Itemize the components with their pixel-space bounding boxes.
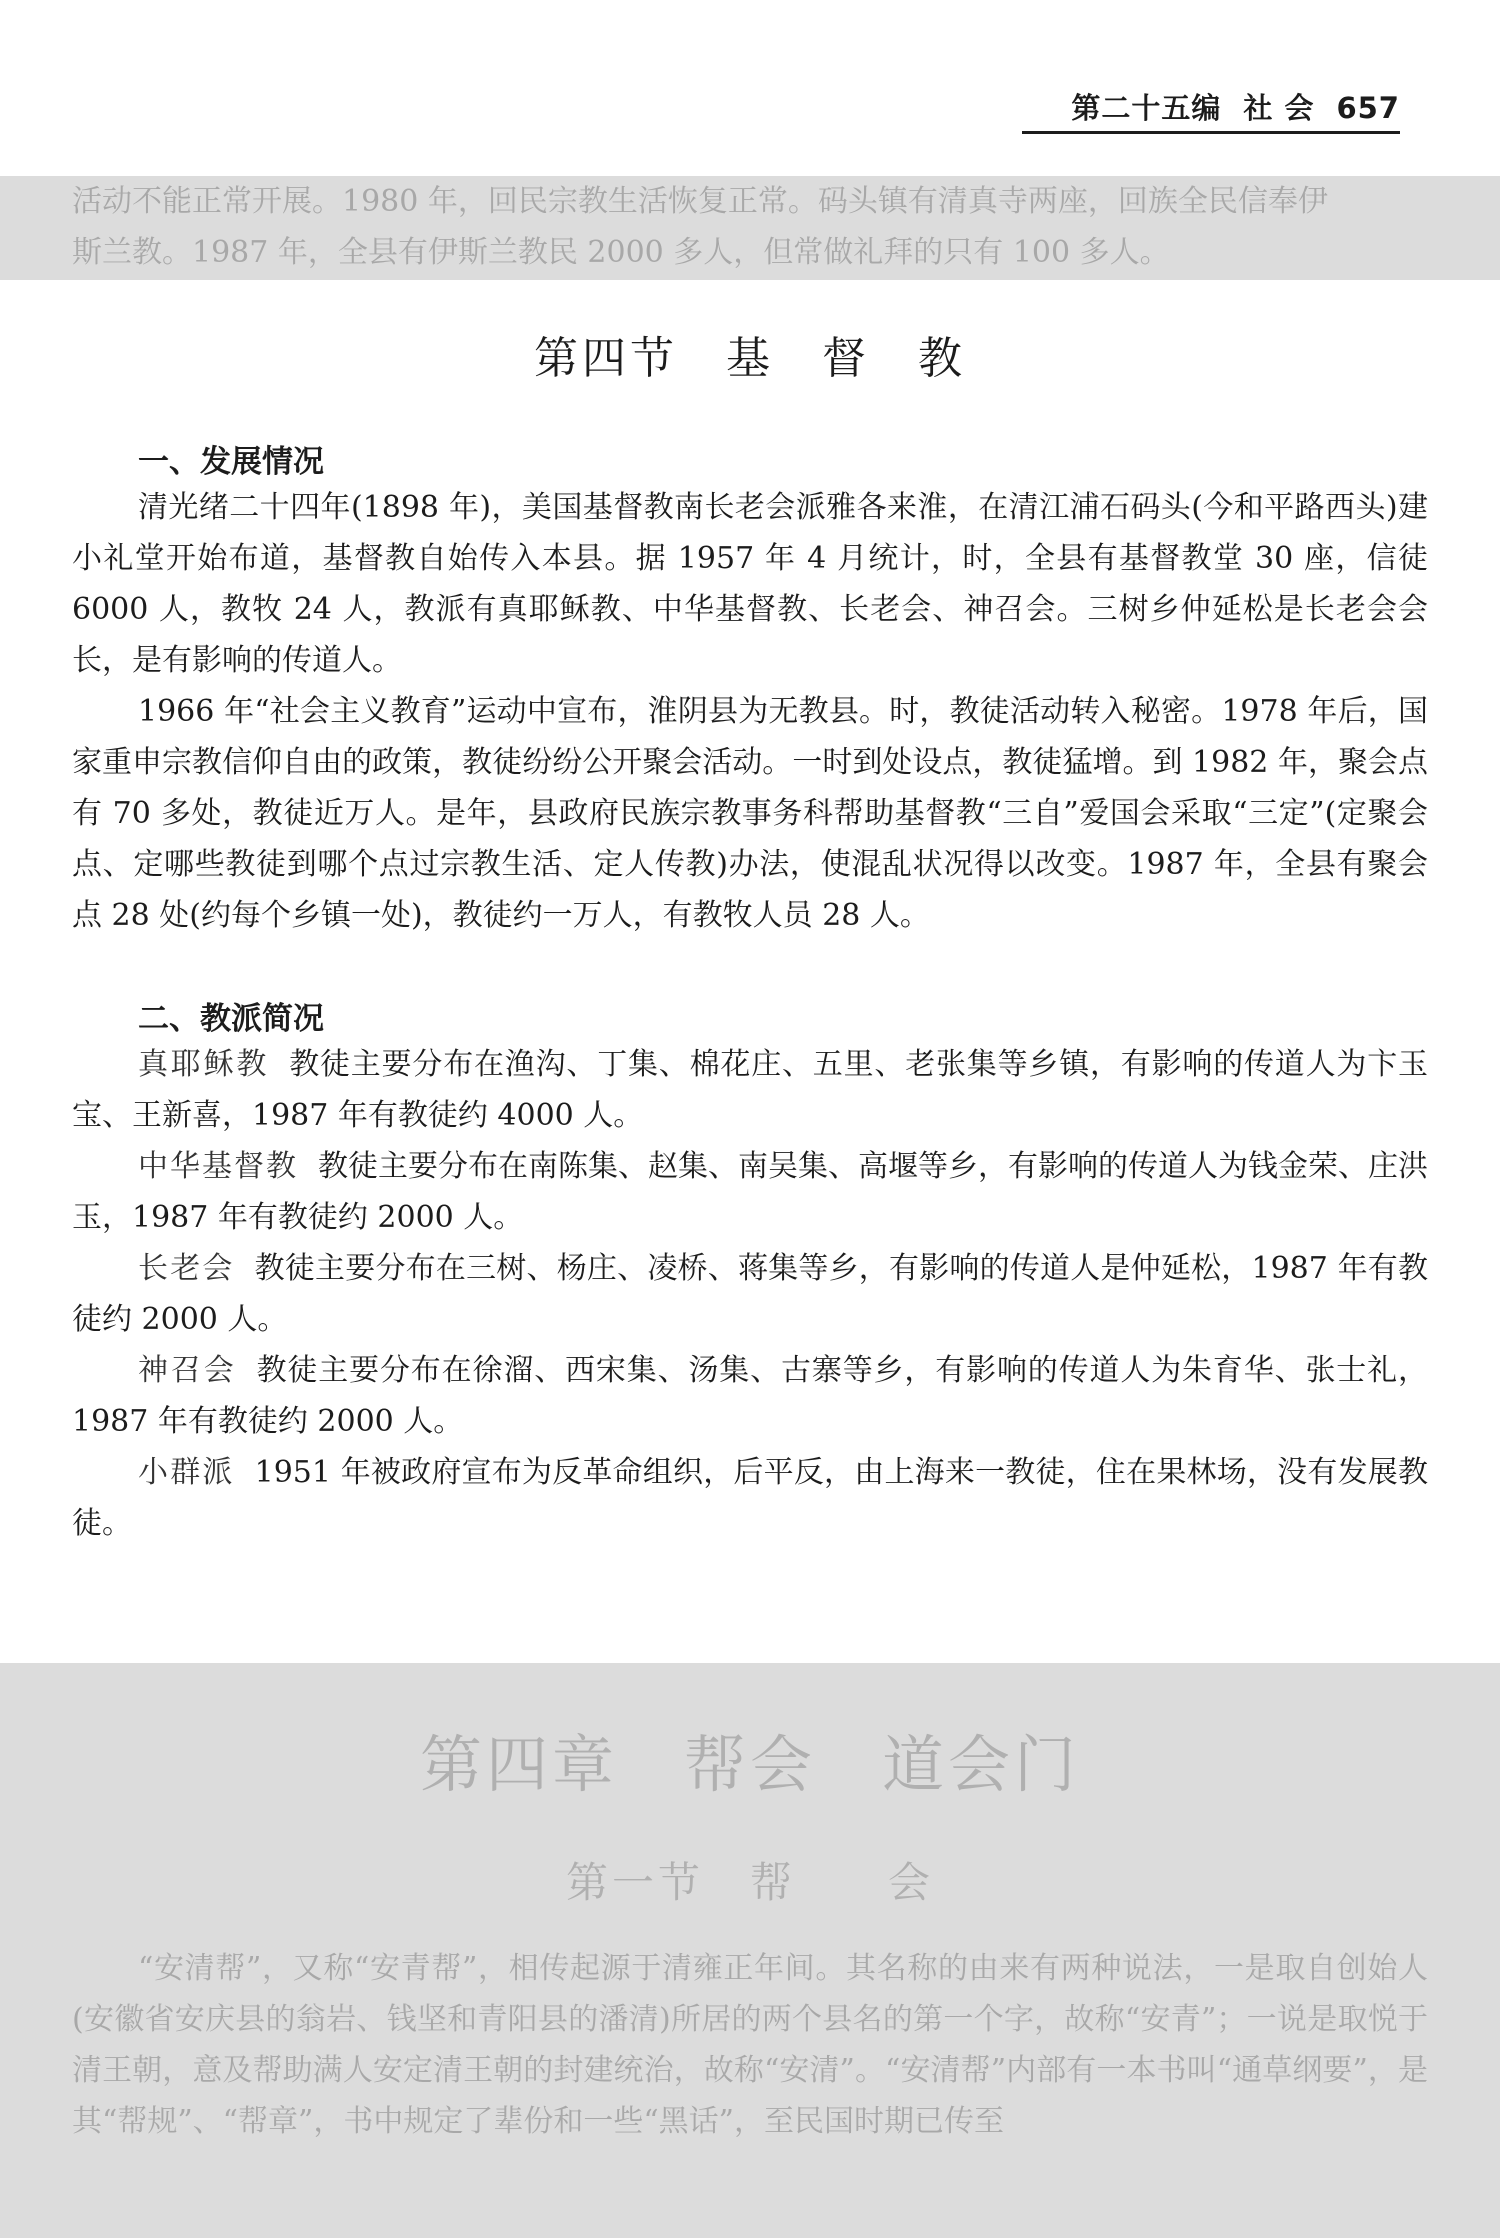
paragraph-history: 清光绪二十四年(1898 年)，美国基督教南长老会派雅各来淮，在清江浦石码头(今和平路西头)建小礼堂开始布道，基督教自始传入本县。据 1957 年 4 月统计，时，全县有基督教堂 30 座，信徒 6000 人，教牧 24 人，教派有真耶稣教、中华基督教、长老会、神召会。三树乡仲延松是长老会会长，是有影响的传道人。 [72, 490, 1428, 678]
denomination-item [72, 1345, 1428, 1447]
heading-denominations: 二、教派简况 [138, 1001, 324, 1037]
faded-paragraph: “安清帮”，又称“安青帮”，相传起源于清雍正年间。其名称的由来有两种说法，一是取自创始人(安徽省安庆县的翁岩、钱坚和青阳县的潘清)所居的两个县名的第一个字，故称“安青”；一说是取悦于清王朝，意及帮助满人安定清王朝的封建统治，故称“安清”。“安清帮”内部有一本书叫“通草纲要”，是其“帮规”、“帮章”，书中规定了辈份和一些“黑话”，至民国时期已传至 [72, 1951, 1428, 2139]
denomination-item [72, 1141, 1428, 1243]
denomination-item [72, 1447, 1428, 1549]
denomination-desc: 教徒主要分布在三树、杨庄、凌桥、蒋集等乡，有影响的传道人是仲延松，1987 年有教徒约 2000 人。 [72, 1251, 1428, 1337]
subsection-title: 第一节 帮 会 [565, 1858, 934, 1907]
page-number: 657 [1336, 91, 1400, 125]
denomination-item [72, 1039, 1428, 1141]
denomination-name: 中华基督教 [138, 1149, 298, 1184]
denomination-desc: 教徒主要分布在徐溜、西宋集、汤集、古寨等乡，有影响的传道人为朱育华、张士礼，1987 年有教徒约 2000 人。 [72, 1353, 1429, 1439]
running-header [1022, 86, 1400, 134]
denomination-desc: 教徒主要分布在南陈集、赵集、南吴集、高堰等乡，有影响的传道人为钱金荣、庄洪玉，1987 年有教徒约 2000 人。 [72, 1149, 1428, 1235]
denomination-desc: 1951 年被政府宣布为反革命组织，后平反，由上海来一教徒，住在果林场，没有发展教徒。 [72, 1455, 1428, 1541]
faded-line-2: 斯兰教。1987 年，全县有伊斯兰教民 2000 多人，但常做礼拜的只有 100 多人。 [72, 235, 1170, 270]
header-part: 第二十五编 [1071, 91, 1222, 125]
heading-development: 一、发展情况 [138, 444, 324, 480]
chapter-title: 第四章 帮会 道会门 [419, 1728, 1080, 1801]
header-section: 社 会 [1243, 91, 1315, 125]
denomination-name: 长老会 [138, 1251, 235, 1286]
denomination-name: 真耶稣教 [138, 1047, 270, 1082]
denomination-name: 神召会 [138, 1353, 237, 1388]
top-faded-band [0, 176, 1500, 280]
denomination-item [72, 1243, 1428, 1345]
denomination-desc: 教徒主要分布在渔沟、丁集、棉花庄、五里、老张集等乡镇，有影响的传道人为卞玉宝、王新喜，1987 年有教徒约 4000 人。 [72, 1047, 1429, 1133]
denomination-name: 小群派 [138, 1455, 235, 1490]
paragraph-revival: 1966 年“社会主义教育”运动中宣布，淮阴县为无教县。时，教徒活动转入秘密。1978 年后，国家重申宗教信仰自由的政策，教徒纷纷公开聚会活动。一时到处设点，教徒猛增。到 1982 年，聚会点有 70 多处，教徒近万人。是年，县政府民族宗教事务科帮助基督教“三自”爱国会采取“三定”(定聚会点、定哪些教徒到哪个点过宗教生活、定人传教)办法，使混乱状况得以改变。1987 年，全县有聚会点 28 处(约每个乡镇一处)，教徒约一万人，有教牧人员 28 人。 [72, 694, 1428, 933]
section-title: 第四节 基 督 教 [534, 333, 966, 384]
faded-line-1: 活动不能正常开展。1980 年，回民宗教生活恢复正常。码头镇有清真寺两座，回族全民信奉伊 [72, 184, 1328, 219]
